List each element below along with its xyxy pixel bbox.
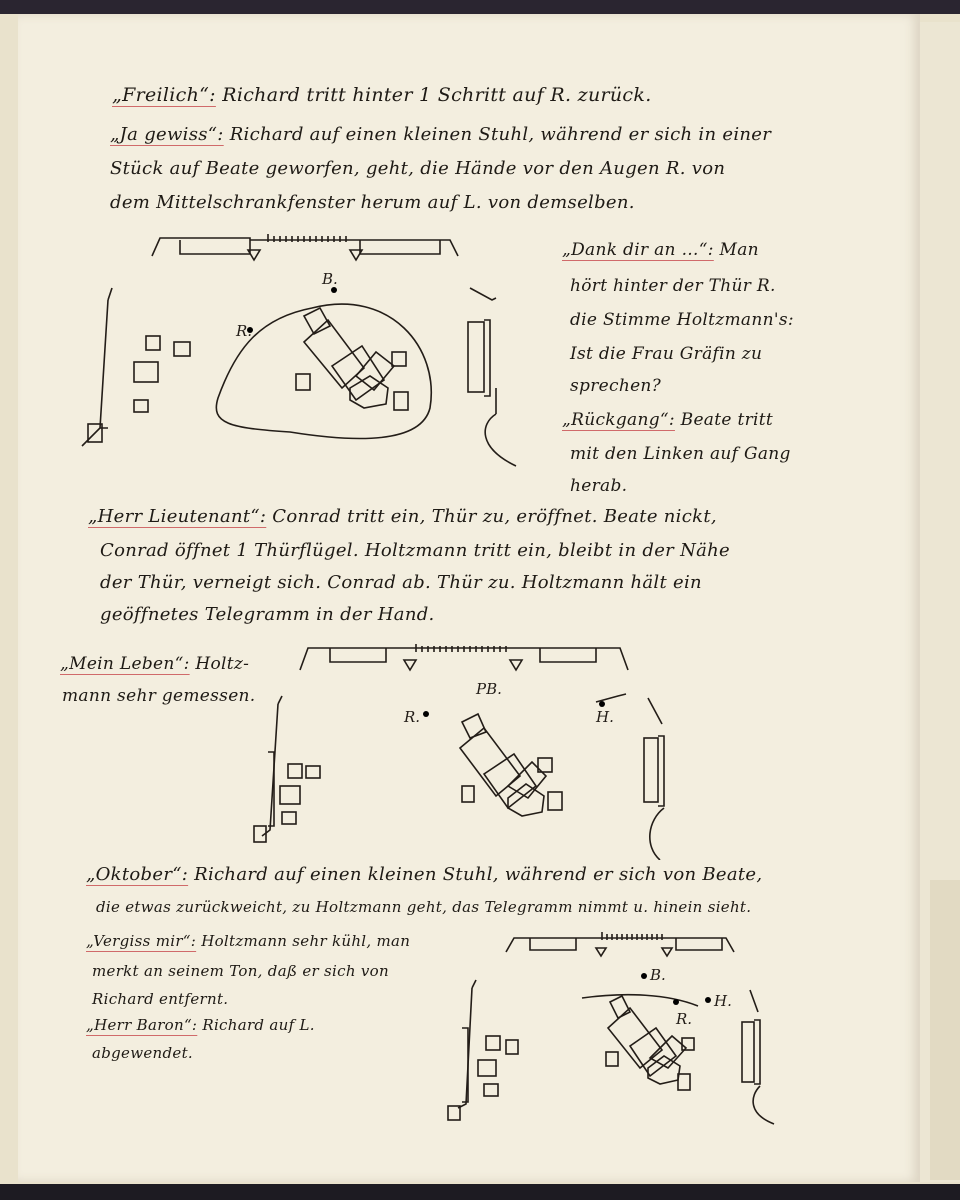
stage-note-8-line-1 bbox=[86, 1016, 315, 1034]
stage-diagram-3 bbox=[436, 928, 806, 1138]
stage-note-3-line-1 bbox=[562, 240, 759, 260]
stage-note-3-line-3: die Stimme Holtzmann's: bbox=[570, 310, 794, 330]
note-text: Conrad tritt ein, Thür zu, eröffnet. Beate nickt, bbox=[266, 506, 717, 527]
label-h: H. bbox=[714, 992, 732, 1010]
label-r: R. bbox=[676, 1010, 693, 1028]
note-text: Richard tritt hinter 1 Schritt auf R. zurück. bbox=[215, 84, 652, 106]
note-text: Beate tritt bbox=[674, 410, 773, 430]
label-r: R. bbox=[404, 708, 421, 726]
next-page-edge-lower bbox=[930, 880, 960, 1180]
stage-diagram-2 bbox=[240, 640, 690, 860]
stage-note-5-line-2: mann sehr gemessen. bbox=[62, 686, 256, 706]
note-text: Richard auf L. bbox=[197, 1016, 315, 1034]
stage-note-7-line-1 bbox=[86, 932, 410, 950]
book-frame-bottom bbox=[0, 1184, 960, 1200]
stage-note-3-line-2: hört hinter der Thür R. bbox=[570, 276, 776, 296]
cue-text: „Rückgang“: bbox=[562, 410, 675, 430]
label-b: B. bbox=[322, 270, 338, 288]
cue-text: „Freilich“: bbox=[112, 84, 216, 106]
cue-text: „Herr Lieutenant“: bbox=[88, 506, 267, 527]
stage-note-6-line-1 bbox=[86, 864, 762, 885]
stage-note-2-line-1 bbox=[110, 124, 771, 145]
cue-text: „Dank dir an …“: bbox=[562, 240, 714, 260]
stage-note-4-line-2: Conrad öffnet 1 Thürflügel. Holtzmann tritt ein, bleibt in der Nähe bbox=[100, 540, 731, 561]
label-b: B. bbox=[650, 966, 666, 984]
stage-note-1 bbox=[112, 84, 652, 106]
note-text: Holtzmann sehr kühl, man bbox=[196, 932, 411, 950]
cue-text: „Vergiss mir“: bbox=[86, 932, 197, 950]
stage-note-4-line-4: geöffnetes Telegramm in der Hand. bbox=[100, 604, 435, 625]
stage-note-4-line-3: der Thür, verneigt sich. Conrad ab. Thür zu. Holtzmann hält ein bbox=[100, 572, 702, 593]
note-text: Richard auf einen kleinen Stuhl, während er sich in einer bbox=[223, 124, 772, 145]
cue-text: „Ja gewiss“: bbox=[110, 124, 224, 145]
label-h: H. bbox=[596, 708, 614, 726]
stage-note-2-line-3: dem Mittelschrankfenster herum auf L. von demselben. bbox=[110, 192, 635, 213]
stage-note-3-line-6 bbox=[562, 410, 773, 430]
cue-text: „Mein Leben“: bbox=[60, 654, 190, 674]
note-text: Richard auf einen kleinen Stuhl, während er sich von Beate, bbox=[188, 864, 763, 885]
stage-note-3-line-8: herab. bbox=[570, 476, 628, 496]
stage-note-3-line-4: Ist die Frau Gräfin zu bbox=[570, 344, 763, 364]
stage-note-6-line-2: die etwas zurückweicht, zu Holtzmann geht, das Telegramm nimmt u. hinein sieht. bbox=[96, 898, 752, 916]
stage-note-7-line-2: merkt an seinem Ton, daß er sich von bbox=[92, 962, 389, 980]
label-pb: PB. bbox=[476, 680, 502, 698]
cue-text: „Oktober“: bbox=[86, 864, 189, 885]
note-text: Holtz- bbox=[189, 654, 250, 674]
cue-text: „Herr Baron“: bbox=[86, 1016, 198, 1034]
stage-note-2-line-2: Stück auf Beate geworfen, geht, die Hände vor den Augen R. von bbox=[110, 158, 726, 179]
stage-note-5-line-1 bbox=[60, 654, 249, 674]
stage-note-3-line-7: mit den Linken auf Gang bbox=[570, 444, 791, 464]
label-r: R. bbox=[236, 322, 253, 340]
stage-note-4-line-1 bbox=[88, 506, 717, 527]
stage-note-8-line-2: abgewendet. bbox=[92, 1044, 193, 1062]
stage-note-3-line-5: sprechen? bbox=[570, 376, 662, 396]
note-text: Man bbox=[713, 240, 759, 260]
book-frame-top bbox=[0, 0, 960, 14]
stage-note-7-line-3: Richard entfernt. bbox=[92, 990, 229, 1008]
stage-diagram-1 bbox=[60, 228, 530, 473]
